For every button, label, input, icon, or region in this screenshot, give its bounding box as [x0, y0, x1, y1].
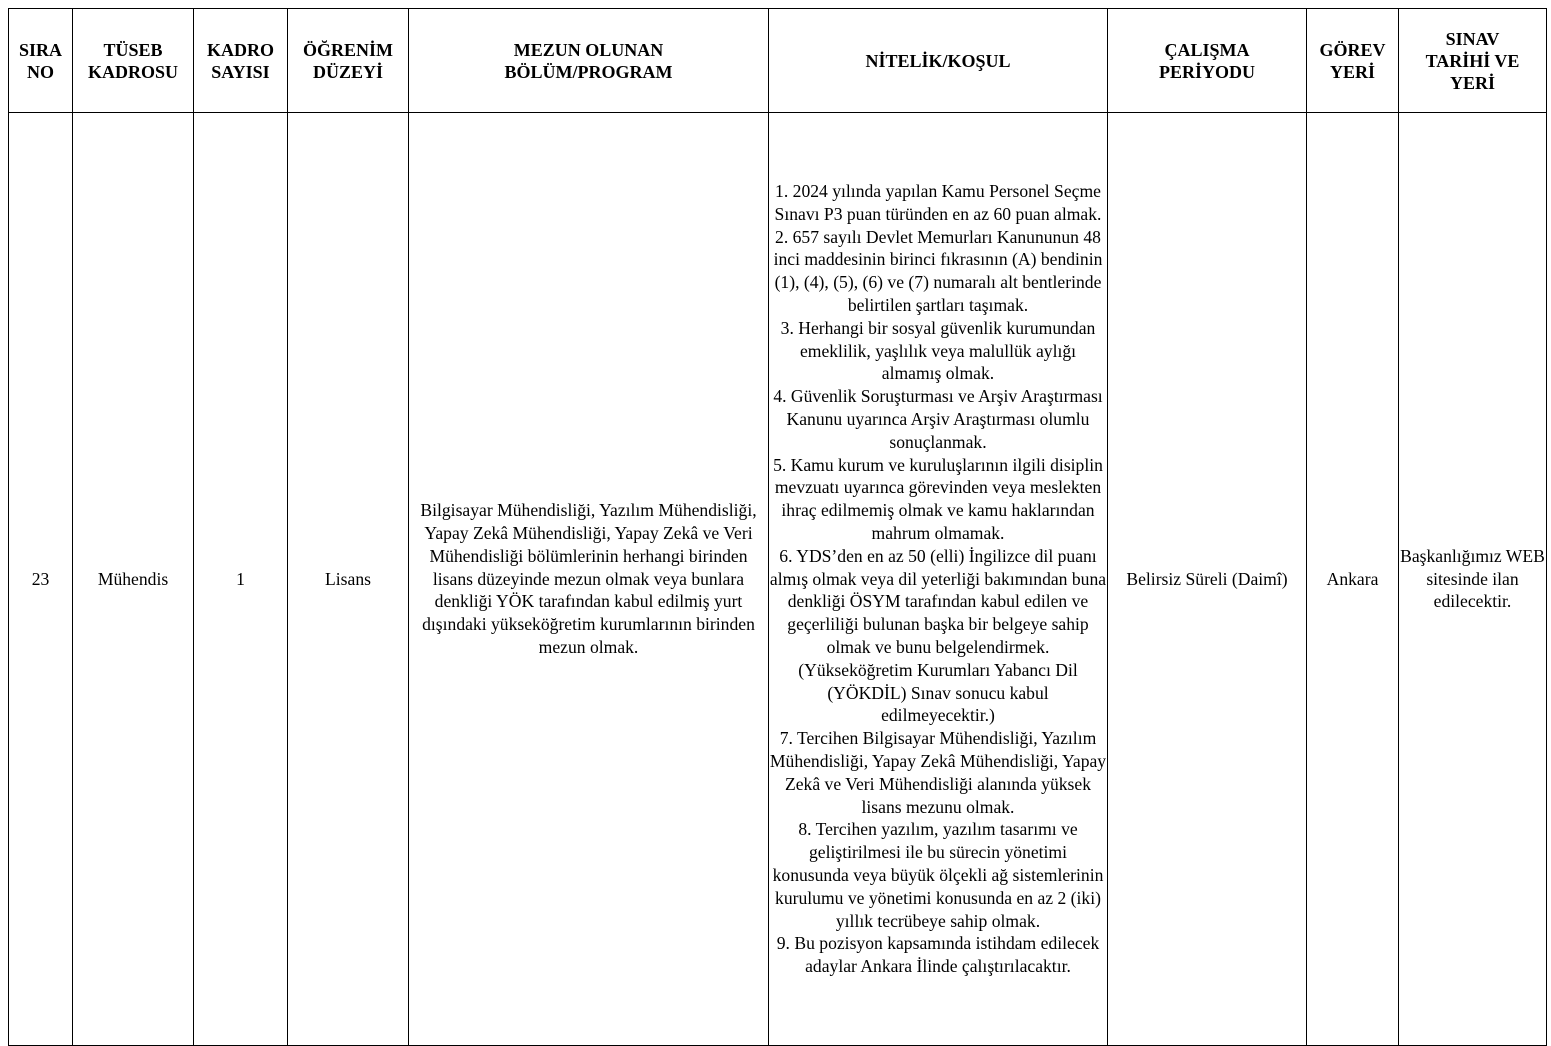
nitelik-item: 1. 2024 yılında yapılan Kamu Personel Seçme Sınavı P3 puan türünden en az 60 puan almak. [774, 181, 1102, 224]
cell-kadro-sayisi: 1 [194, 113, 288, 1046]
cell-calisma-periyodu: Belirsiz Süreli (Daimî) [1108, 113, 1307, 1046]
nitelik-item: 8. Tercihen yazılım, yazılım tasarımı ve geliştirilmesi ile bu sürecin yönetimi konusunda veya büyük ölçekli ağ sistemlerinin kurulumu ve yönetimi konusunda en az 2 (iki) yıllık tecrübeye sahip olmak. [772, 819, 1104, 931]
cell-sira-no: 23 [9, 113, 73, 1046]
nitelik-item: (Yükseköğretim Kurumları Yabancı Dil (YÖKDİL) Sınav sonucu kabul edilmeyecektir.) [798, 659, 1078, 726]
header-sira-no: SIRA NO [9, 9, 73, 113]
header-gorev-yeri: GÖREV YERİ [1307, 9, 1399, 113]
header-sinav-tarihi-yeri: SINAV TARİHİ VE YERİ [1399, 9, 1547, 113]
header-nitelik-kosul: NİTELİK/KOŞUL [769, 9, 1108, 113]
nitelik-item: 2. 657 sayılı Devlet Memurları Kanununun 48 inci maddesinin birinci fıkrasının (A) bendinin (1), (4), (5), (6) ve (7) numaralı alt bentlerinde belirtilen şartları taşımak. [773, 226, 1103, 316]
nitelik-item: 6. YDS’den en az 50 (elli) İngilizce dil puanı almış olmak veya dil yeterliği bakımından buna denkliği ÖSYM tarafından kabul edilen ve geçerliliği bulunan başka bir belgeye sahip olmak ve bunu belgelendirmek. [769, 545, 1107, 657]
cell-mezun-bolum: Bilgisayar Mühendisliği, Yazılım Mühendisliği, Yapay Zekâ Mühendisliği, Yapay Zekâ ve Veri Mühendisliği bölümlerinin herhangi birinden lisans düzeyinde mezun olmak veya bunlara denkliği YÖK tarafından kabul edilmiş yurt dışındaki yükseköğretim kurumlarının birinden mezun olmak. [409, 113, 769, 1046]
kadro-table [8, 8, 1547, 1046]
cell-nitelik-kosul [769, 113, 1108, 1046]
nitelik-item: 5. Kamu kurum ve kuruluşlarının ilgili disiplin mevzuatı uyarınca görevinden veya meslekten ihraç edilmemiş olmak ve kamu haklarından mahrum olmamak. [773, 454, 1103, 543]
cell-kadro: Mühendis [73, 113, 194, 1046]
nitelik-item: 9. Bu pozisyon kapsamında istihdam edilecek adaylar Ankara İlinde çalıştırılacaktır. [776, 933, 1100, 977]
cell-ogrenim-duzeyi: Lisans [288, 113, 409, 1046]
header-row [9, 9, 1547, 113]
header-ogrenim-duzeyi: ÖĞRENİM DÜZEYİ [288, 9, 409, 113]
nitelik-item: 7. Tercihen Bilgisayar Mühendisliği, Yazılım Mühendisliği, Yapay Zekâ Mühendisliği, Yapay Zekâ ve Veri Mühendisliği alanında yüksek lisans mezunu olmak. [769, 728, 1107, 817]
nitelik-item: 3. Herhangi bir sosyal güvenlik kurumundan emeklilik, yaşlılık veya malullük aylığı almamış olmak. [780, 317, 1096, 384]
header-kadro-sayisi: KADRO SAYISI [194, 9, 288, 113]
header-kadro: TÜSEB KADROSU [73, 9, 194, 113]
cell-sinav-tarihi-yeri: Başkanlığımız WEB sitesinde ilan edilecektir. [1399, 113, 1547, 1046]
header-calisma-periyodu: ÇALIŞMA PERİYODU [1108, 9, 1307, 113]
nitelik-item: 4. Güvenlik Soruşturması ve Arşiv Araştırması Kanunu uyarınca Arşiv Araştırması olumlu sonuçlanmak. [773, 386, 1103, 452]
cell-gorev-yeri: Ankara [1307, 113, 1399, 1046]
table-row [9, 113, 1547, 1046]
header-mezun-bolum: MEZUN OLUNAN BÖLÜM/PROGRAM [409, 9, 769, 113]
